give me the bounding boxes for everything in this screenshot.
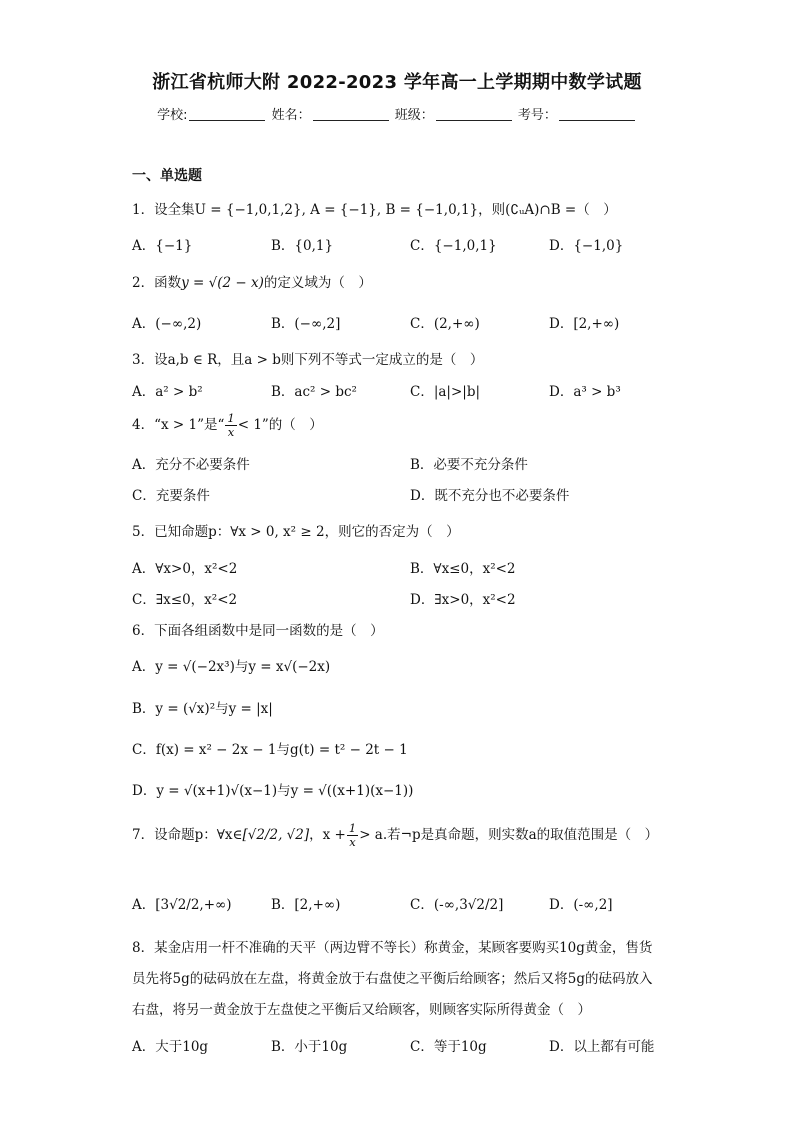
q4-option-c[interactable]: C．充要条件 [132,488,210,504]
q5-option-b[interactable]: B．∀x≤0，x²<2 [410,561,516,577]
q7-stem-pre: 7．设命题p：∀x∈ [132,827,243,843]
q4-stem-pre: 4．“x > 1”是“ [132,417,225,433]
q8-option-d[interactable]: D．以上都有可能 [549,1039,655,1055]
q3-option-c[interactable]: C．|a|>|b| [410,384,481,400]
q7-stem-mid: ，x + [309,827,346,843]
question-8-stem: 8．某金店用一杆不准确的天平（两边臂不等长）称黄金，某顾客要购买10g黄金，售货员先将5g的砝码放在左盘，将黄金放于右盘使之平衡后给顾客；然后又将5g的砝码放入右盘，将另一黄金放于左盘使之平衡后又给顾客，则顾客实际所得黄金（ ） [132,940,653,1018]
question-5-stem: 5．已知命题p：∀x > 0, x² ≥ 2，则它的否定为（ ） [132,524,460,540]
q5-option-d[interactable]: D．∃x>0，x²<2 [410,592,516,608]
class-label: 班级： [394,108,434,123]
question-3-stem: 3．设a,b ∈ R，且a > b则下列不等式一定成立的是（ ） [132,352,484,368]
q3-option-d[interactable]: D．a³ > b³ [549,384,621,400]
school-blank[interactable] [189,108,265,121]
q3-option-a[interactable]: A．a² > b² [132,384,203,400]
q4-stem-post: < 1”的（ ） [237,417,323,433]
q7-frac-denominator: x [349,835,356,849]
q8-option-b[interactable]: B．小于10g [271,1039,348,1055]
q5-option-a[interactable]: A．∀x>0，x²<2 [132,561,238,577]
q1-option-b[interactable]: B．{0,1} [271,238,334,254]
q3-option-b[interactable]: B．ac² > bc² [271,384,357,400]
q6-option-c[interactable]: C．f(x) = x² − 2x − 1与g(t) = t² − 2t − 1 [132,742,408,758]
q8-option-c[interactable]: C．等于10g [410,1039,487,1055]
question-4-stem [132,412,323,439]
name-label: 姓名： [271,108,311,123]
q2-option-d[interactable]: D．[2,+∞) [549,316,620,332]
page-title: 浙江省杭师大附 2022-2023 学年高一上学期期中数学试题 [152,72,642,93]
school-label: 学校: [157,108,188,123]
q2-option-b[interactable]: B．(−∞,2] [271,316,341,332]
q1-option-c[interactable]: C．{−1,0,1} [410,238,497,254]
q6-option-a[interactable]: A．y = √(−2x³)与y = x√(−2x) [132,659,331,675]
question-1-stem: 1．设全集U = {−1,0,1,2}, A = {−1}, B = {−1,0,1}，则(∁ᵤA)∩B =（ ） [132,202,617,218]
q7-option-c[interactable]: C．(-∞,3√2/2] [410,897,504,913]
q4-frac-denominator: x [227,425,235,439]
q6-option-d[interactable]: D．y = √(x+1)√(x−1)与y = √((x+1)(x−1)) [132,783,414,799]
class-blank[interactable] [436,108,512,121]
question-7-stem [132,822,658,849]
q7-option-a[interactable]: A．[3√2/2,+∞) [132,897,232,913]
q4-option-b[interactable]: B．必要不充分条件 [410,457,528,473]
q1-option-d[interactable]: D．{−1,0} [549,238,624,254]
q8-option-a[interactable]: A．大于10g [132,1039,209,1055]
q2-stem-math: y = √(2 − x) [181,275,264,291]
exam-no-label: 考号： [517,108,557,123]
student-info-line [0,104,794,123]
q4-option-d[interactable]: D．既不充分也不必要条件 [410,488,570,504]
q4-fraction [225,412,236,439]
q7-fraction [347,822,358,849]
q7-option-d[interactable]: D．(-∞,2] [549,897,613,913]
q2-option-c[interactable]: C．(2,+∞) [410,316,480,332]
q2-option-a[interactable]: A．(−∞,2) [132,316,202,332]
q7-option-b[interactable]: B．[2,+∞) [271,897,341,913]
q4-frac-numerator: 1 [227,411,235,425]
q1-option-a[interactable]: A．{−1} [132,238,193,254]
q4-option-a[interactable]: A．充分不必要条件 [132,457,250,473]
q5-option-c[interactable]: C．∃x≤0，x²<2 [132,592,238,608]
q7-frac-numerator: 1 [348,821,357,835]
q6-option-b[interactable]: B．y = (√x)²与y = |x| [132,701,273,717]
question-2-stem [132,271,372,291]
q7-stem-post: > a.若¬p是真命题，则实数a的取值范围是（ ） [359,827,659,843]
q2-stem-post: 的定义域为（ ） [263,275,372,291]
name-blank[interactable] [313,108,389,121]
section-heading: 一、单选题 [132,168,202,184]
q2-stem-pre: 2．函数 [132,275,182,291]
question-6-stem: 6．下面各组函数中是同一函数的是（ ） [132,623,384,639]
q7-interval: [√2/2, √2] [242,827,310,843]
exam-no-blank[interactable] [559,108,635,121]
